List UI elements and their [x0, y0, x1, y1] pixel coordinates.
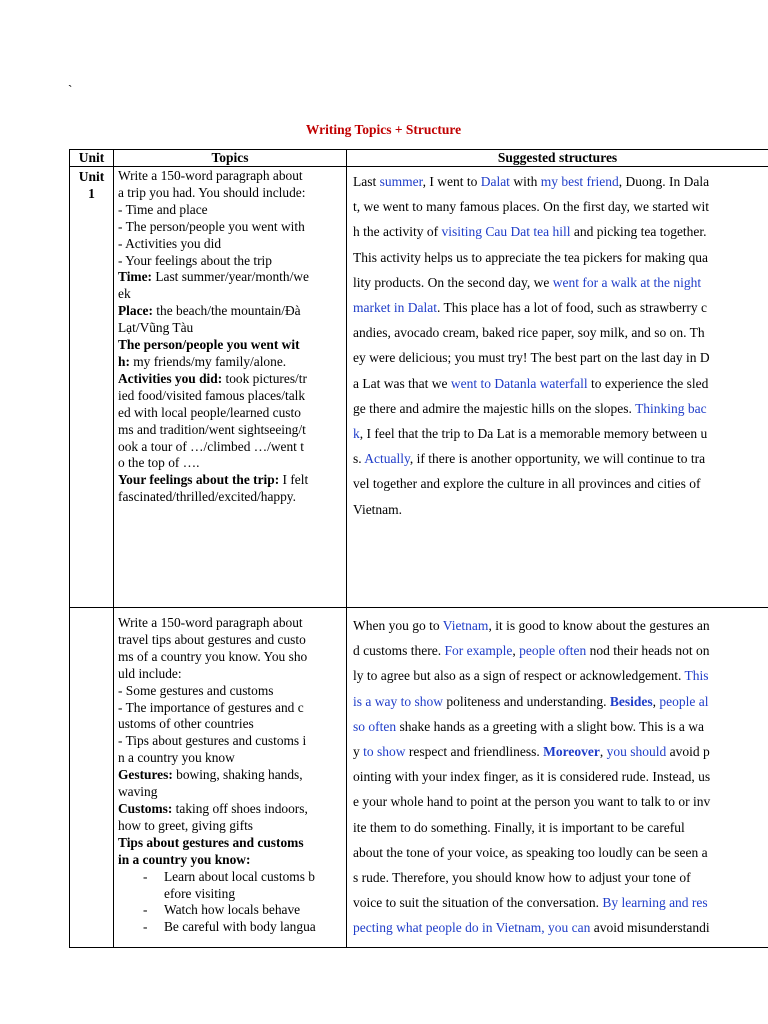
topics-cell: Write a 150-word paragraph about a trip you had. You should include: - Time and place - The person/people you went with - Activities you did - Your feelings about the trip Time: Last summer/year/month/we ek Place: the beach/the mountain/Đà Lạt/Vũng Tàu The person/people you went wit h: my friends/my family/alone. Activities you did: took pictures/tr ied food/visited famous places/talk ed with local people/learned custo ms and tradition/went sightseeing/t ook a tour of …/climbed …/went t o the top of …. Your feelings about the trip: I felt fascinated/thrilled/excited/happy. — [114, 167, 347, 608]
stray-mark: ` — [68, 82, 73, 97]
unit-cell — [70, 608, 114, 948]
list-item: - Be careful with body langua — [143, 919, 316, 935]
table-header-row — [70, 150, 768, 167]
structure-cell: When you go to Vietnam, it is good to know about the gestures an d customs there. For example, people often nod their heads not on ly to agree but also as a sign of respect or acknowledgement. This is a way to show politeness and understanding. Besides, people al so often shake hands as a greeting with a slight bow. This is a wa y to show respect and friendliness. Moreover, you should avoid p ointing with your index finger, as it is considered rude. Instead, us e your whole hand to point at the person you want to talk to or inv ite them to do something. Finally, it is important to be careful about the tone of your voice, as speaking too loudly can be seen a s rude. Therefore, you should know how to adjust your tone of voice to suit the situation of the conversation. By learning and res pecting what people do in Vietnam, you can avoid misunderstandi — [347, 608, 768, 948]
table-row — [70, 608, 768, 948]
header-structures: Suggested structures — [347, 150, 768, 167]
structure-cell: Last summer, I went to Dalat with my best friend, Duong. In Dala t, we went to many famous places. On the first day, we started wit h the activity of visiting Cau Dat tea hill and picking tea together. This activity helps us to appreciate the tea pickers for making qua lity products. On the second day, we went for a walk at the night market in Dalat. This place has a lot of food, such as strawberry c andies, avocado cream, baked rice paper, soy milk, and so on. Th ey were delicious; you must try! The best part on the last day in D a Lat was that we went to Datanla waterfall to experience the sled ge there and admire the majestic hills on the slopes. Thinking bac k, I feel that the trip to Da Lat is a memorable memory between u s. Actually, if there is another opportunity, we will continue to tra vel together and explore the culture in all provinces and cities of Vietnam. — [347, 167, 768, 608]
unit-cell: Unit 1 — [70, 167, 114, 608]
header-unit: Unit — [70, 150, 114, 167]
header-topics: Topics — [114, 150, 347, 167]
topics-cell: Write a 150-word paragraph about travel tips about gestures and custo ms of a country you know. You sho uld include: - Some gestures and customs - The importance of gestures and c ustoms of other countries - Tips about gestures and customs i n a country you know Gestures: bowing, shaking hands, waving Customs: taking off shoes indoors, how to greet, giving gifts Tips about gestures and customs in a country you know: - Learn about local customs b efore visiting - Watch how locals behave - Be careful with body langua — [114, 608, 347, 948]
list-item: - Learn about local customs b — [143, 868, 315, 884]
writing-topics-table — [69, 149, 768, 948]
table-row — [70, 167, 768, 608]
list-item: - Watch how locals behave — [143, 902, 301, 918]
document-title: Writing Topics + Structure — [305, 122, 462, 137]
